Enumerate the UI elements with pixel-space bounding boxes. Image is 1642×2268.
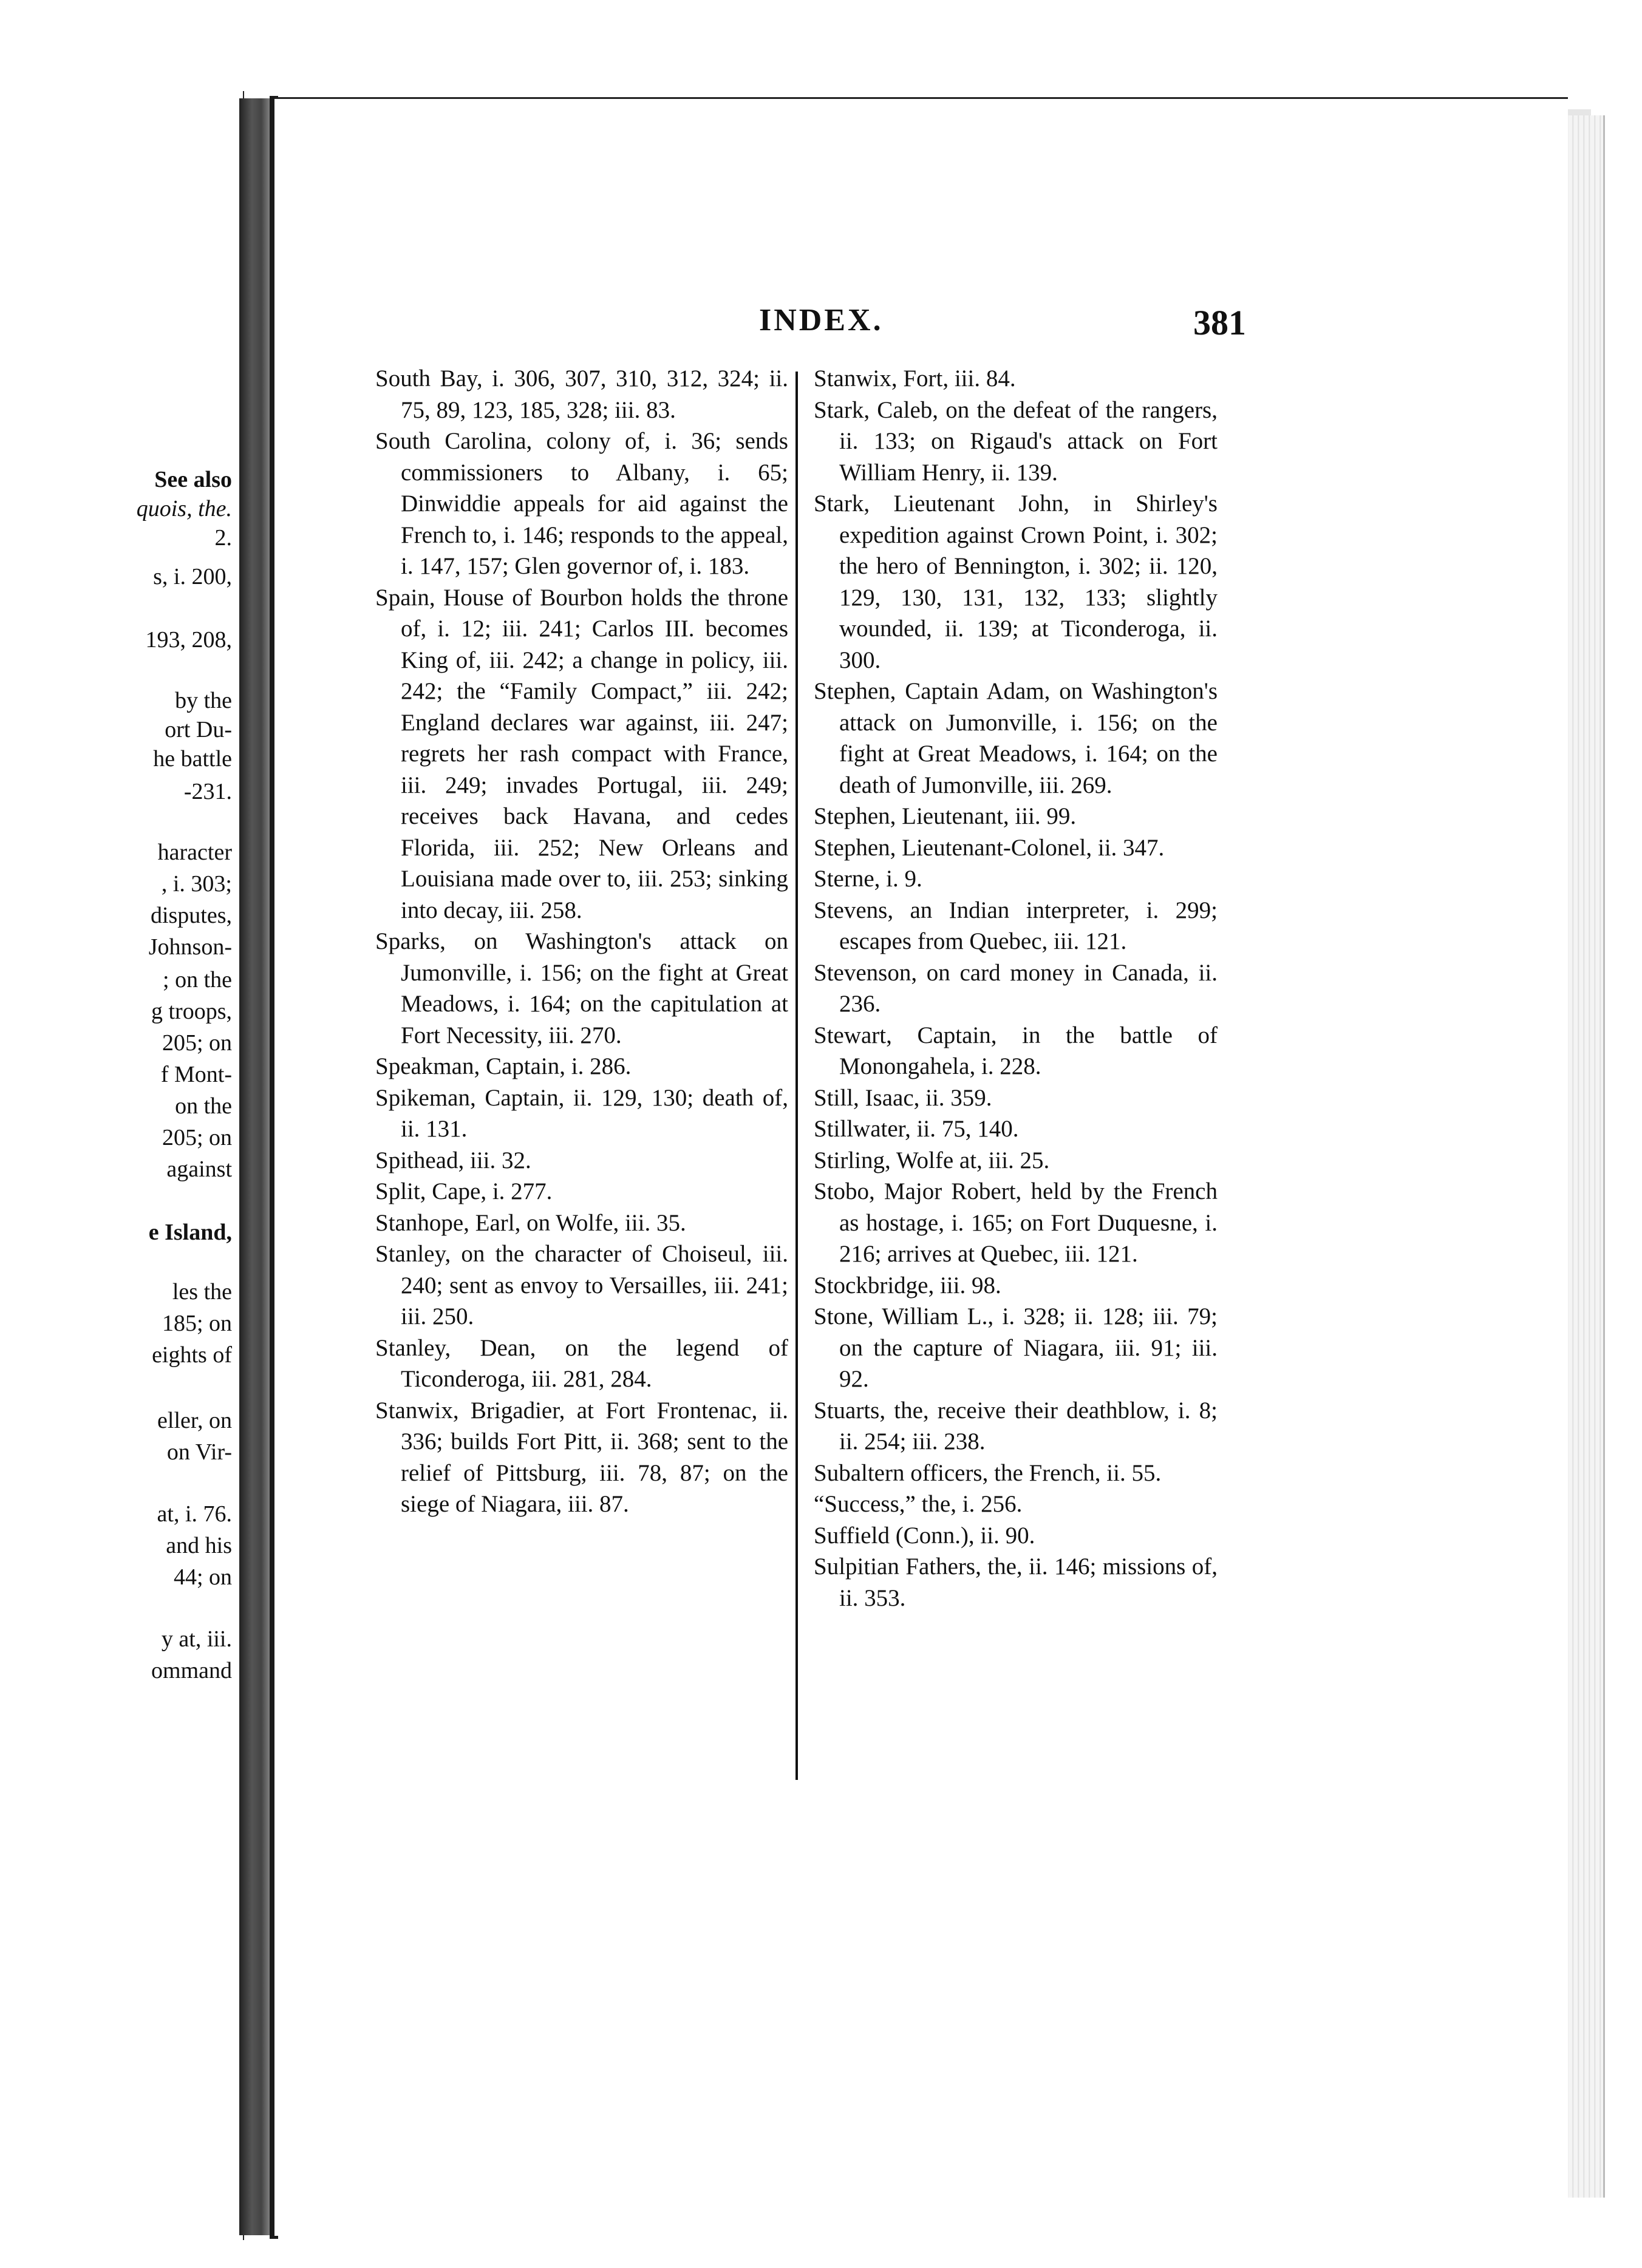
running-head: INDEX. — [759, 303, 884, 338]
index-entry: Stirling, Wolfe at, iii. 25. — [814, 1147, 1050, 1173]
facing-page-text: haracter — [157, 840, 232, 865]
index-entry: Stevenson, on card money in Canada, ii. 236. — [814, 959, 1218, 1017]
index-entry: Stanwix, Brigadier, at Fort Frontenac, ii. 336; builds Fort Pitt, ii. 368; sent to the relief of Pittsburg, iii. 78, 87; on the siege of Niagara, iii. 87. — [375, 1397, 788, 1517]
index-entry: Sterne, i. 9. — [814, 866, 922, 892]
facing-page-text: -231. — [183, 779, 232, 804]
facing-page-text: g troops, — [151, 999, 232, 1024]
index-entry: Stanley, Dean, on the legend of Ticonderoga, iii. 281, 284. — [375, 1334, 788, 1392]
facing-page-text: les the — [172, 1279, 232, 1305]
index-entry: South Bay, i. 306, 307, 310, 312, 324; ii. 75, 89, 123, 185, 328; iii. 83. — [375, 365, 788, 423]
facing-page-text: by the — [175, 688, 232, 713]
facing-page-text: at, i. 76. — [157, 1501, 232, 1527]
index-entry: Stephen, Lieutenant, iii. 99. — [814, 803, 1077, 829]
facing-page-text: ommand — [151, 1658, 232, 1683]
index-entry: Speakman, Captain, i. 286. — [375, 1053, 632, 1079]
facing-page-text: s, i. 200, — [153, 564, 232, 589]
index-entry: Stark, Lieutenant John, in Shirley's expedition against Crown Point, i. 302; the hero of Bennington, i. 302; ii. 120, 129, 130, 131, 132, 133; slightly wounded, ii. 139; at Ticonderoga, ii. 300. — [814, 491, 1218, 673]
index-entry: Stewart, Captain, in the battle of Monongahela, i. 228. — [814, 1022, 1218, 1079]
facing-page-text: 193, 208, — [145, 627, 232, 653]
book-gutter — [239, 98, 271, 2235]
facing-page-text: against — [166, 1156, 232, 1182]
facing-page-text: f Mont- — [160, 1062, 232, 1087]
index-entry: Stobo, Major Robert, held by the French as hostage, i. 165; on Fort Duquesne, i. 216; arrives at Quebec, iii. 121. — [814, 1178, 1218, 1267]
facing-page-text: 205; on — [162, 1030, 232, 1056]
facing-page-fragment — [0, 91, 244, 2240]
index-entry: Spikeman, Captain, ii. 129, 130; death of, ii. 131. — [375, 1084, 788, 1142]
facing-page-text: on Vir- — [166, 1439, 232, 1465]
index-entry: Stillwater, ii. 75, 140. — [814, 1116, 1019, 1142]
index-column-left — [375, 363, 788, 1520]
facing-page-text: , i. 303; — [161, 871, 232, 897]
facing-page-text: and his — [166, 1533, 232, 1558]
index-entry: South Carolina, colony of, i. 36; sends commissioners to Albany, i. 65; Dinwiddie appeals for aid against the French to, i. 146; responds to the appeal, i. 147, 157; Glen governor of, i. 183. — [375, 428, 788, 579]
facing-page-text: e Island, — [148, 1220, 232, 1245]
facing-page-text: y at, iii. — [161, 1626, 232, 1652]
index-entry: Split, Cape, i. 277. — [375, 1178, 553, 1204]
facing-page-text: ; on the — [163, 967, 232, 993]
facing-page-text: disputes, — [150, 903, 232, 928]
facing-page-text: See also — [154, 467, 232, 492]
facing-page-text: 44; on — [173, 1564, 232, 1590]
index-entry: Stanwix, Fort, iii. 84. — [814, 365, 1016, 392]
facing-page-text: on the — [175, 1093, 232, 1119]
index-entry: Subaltern officers, the French, ii. 55. — [814, 1459, 1162, 1486]
index-column-right — [814, 363, 1218, 1614]
facing-page-text: 2. — [214, 525, 232, 551]
index-entry: Stephen, Captain Adam, on Washington's attack on Jumonville, i. 156; on the fight at Great Meadows, i. 164; on the death of Jumonville, iii. 269. — [814, 678, 1218, 798]
index-entry: Stanhope, Earl, on Wolfe, iii. 35. — [375, 1209, 686, 1236]
index-entry: Stevens, an Indian interpreter, i. 299; escapes from Quebec, iii. 121. — [814, 897, 1218, 954]
facing-page-text: 185; on — [162, 1311, 232, 1336]
index-entry: Stockbridge, iii. 98. — [814, 1272, 1001, 1299]
index-entry: Spithead, iii. 32. — [375, 1147, 531, 1173]
index-entry: Stephen, Lieutenant-Colonel, ii. 347. — [814, 834, 1165, 861]
facing-page-text: Johnson- — [148, 934, 232, 960]
index-entry: Stuarts, the, receive their deathblow, i. 8; ii. 254; iii. 238. — [814, 1397, 1218, 1455]
facing-page-text: he battle — [153, 746, 232, 772]
index-entry: Stanley, on the character of Choiseul, iii. 240; sent as envoy to Versailles, iii. 241; iii. 250. — [375, 1241, 788, 1329]
facing-page-text: eights of — [152, 1342, 232, 1368]
index-entry: Spain, House of Bourbon holds the throne of, i. 12; iii. 241; Carlos III. becomes King of, iii. 242; a change in policy, iii. 242; the “Family Compact,” iii. 242; England declares war against, iii. 247; regrets her rash compact with France, iii. 249; invades Portugal, iii. 249; receives back Havana, and cedes Florida, iii. 252; New Orleans and Louisiana made over to, iii. 253; sinking into decay, iii. 258. — [375, 584, 788, 923]
index-entry: Sparks, on Washington's attack on Jumonville, i. 156; on the fight at Great Meadows, i. 164; on the capitulation at Fort Necessity, iii. 270. — [375, 928, 788, 1048]
index-entry: Sulpitian Fathers, the, ii. 146; missions of, ii. 353. — [814, 1553, 1218, 1611]
index-entry: Suffield (Conn.), ii. 90. — [814, 1522, 1035, 1549]
facing-page-text: 205; on — [162, 1125, 232, 1150]
index-entry: Stone, William L., i. 328; ii. 128; iii. 79; on the capture of Niagara, iii. 91; iii. 92. — [814, 1303, 1218, 1392]
facing-page-text: ort Du- — [165, 717, 232, 742]
index-entry: Still, Isaac, ii. 359. — [814, 1084, 992, 1111]
facing-page-text: eller, on — [157, 1408, 232, 1433]
column-divider — [795, 372, 798, 1780]
page-number: 381 — [1193, 303, 1246, 342]
index-entry: “Success,” the, i. 256. — [814, 1491, 1023, 1517]
facing-page-text: quois, the. — [136, 496, 232, 521]
index-entry: Stark, Caleb, on the defeat of the rangers, ii. 133; on Rigaud's attack on Fort William Henry, ii. 139. — [814, 396, 1218, 486]
